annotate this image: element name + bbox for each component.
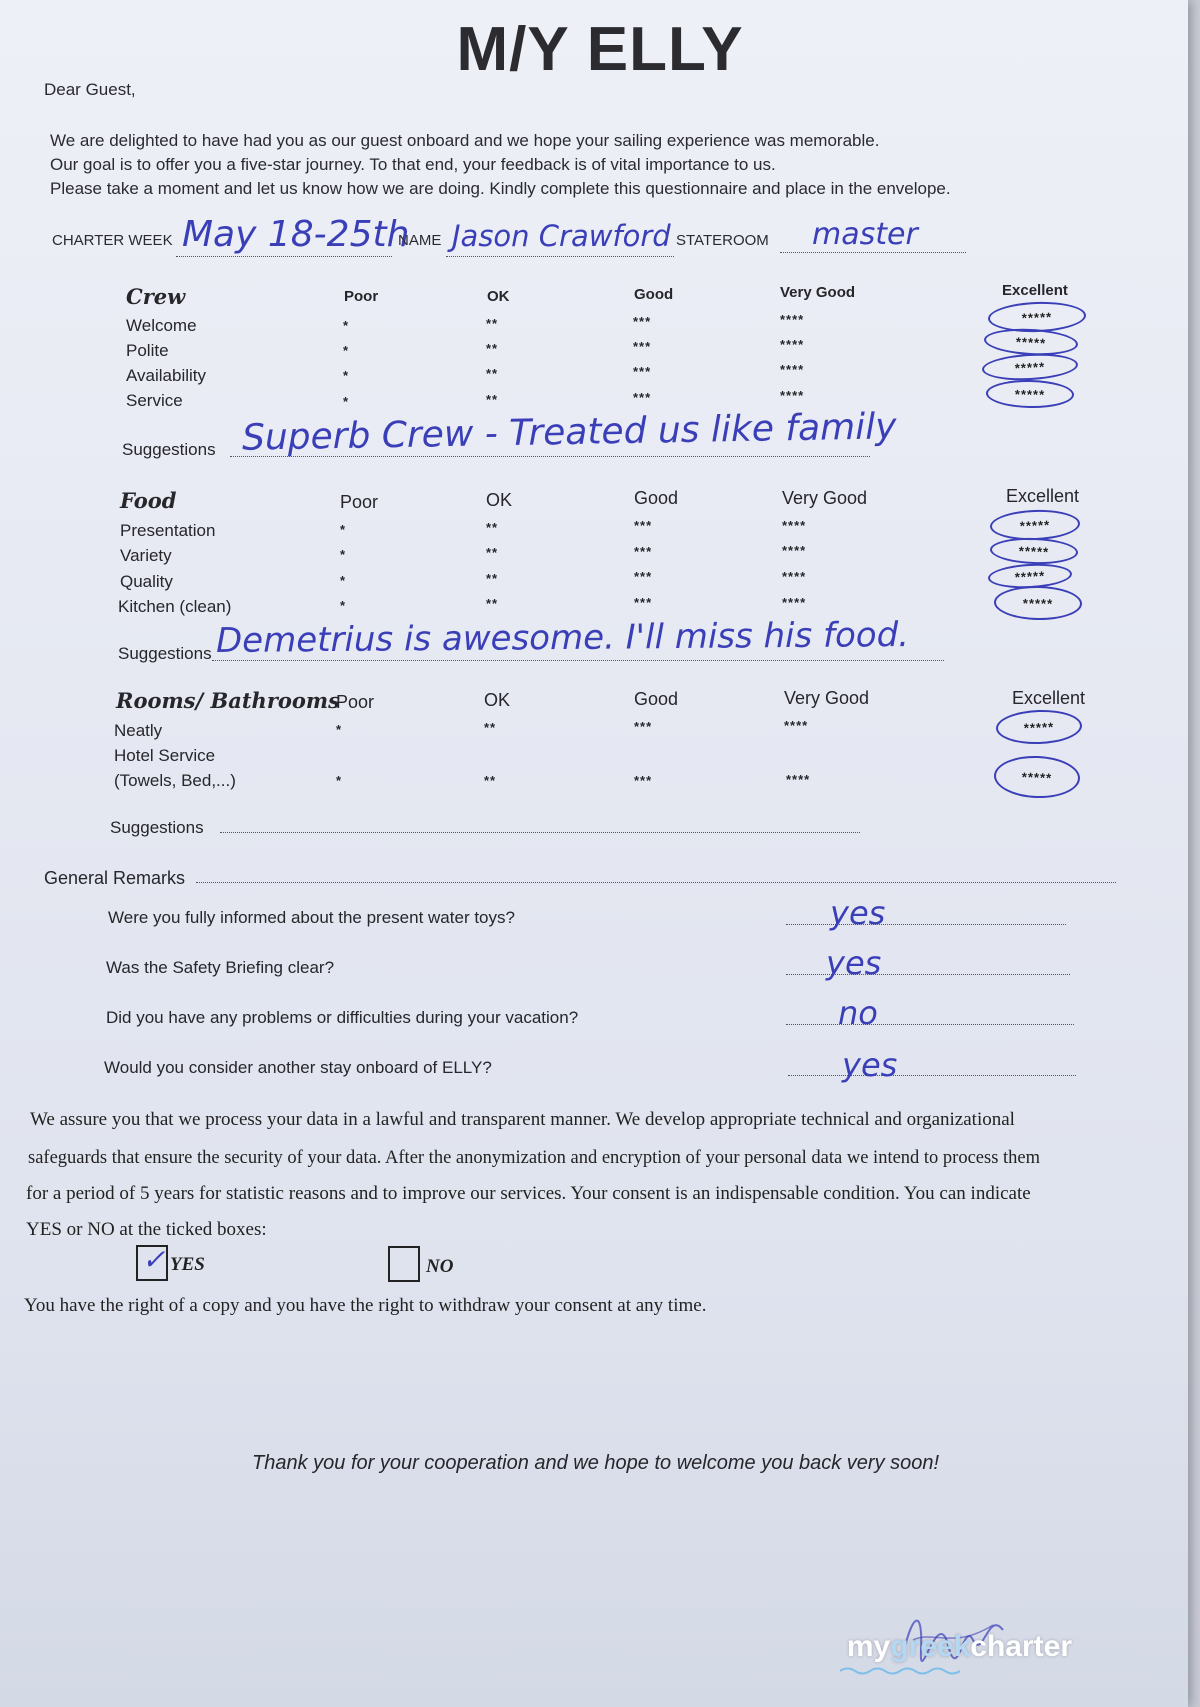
food-section-title: Food [120, 488, 177, 513]
food-header-ok: OK [486, 490, 513, 510]
consent-line-1: We assure you that we process your data in a lawful and transparent manner. We develop appropriate technical and organizational [30, 1109, 1015, 1130]
rooms-section-title: Rooms/ Bathrooms [116, 688, 340, 713]
rating-poor[interactable]: * [340, 522, 347, 537]
food-suggestions-line [212, 660, 944, 661]
crew-header-ok: OK [487, 288, 510, 305]
food-header-good: Good [634, 488, 679, 508]
food-item-kitchen-clean: Kitchen (clean) [118, 597, 232, 616]
crew-header-very-good: Very Good [780, 284, 856, 301]
rating-ok[interactable]: ** [486, 392, 499, 407]
logo-charter: charter [970, 1630, 1072, 1663]
answer-3[interactable]: no [838, 994, 878, 1032]
crew-suggestion-value[interactable]: Superb Crew - Treated us like family [241, 406, 897, 459]
rating-very-good[interactable]: **** [784, 718, 809, 733]
rating-very-good[interactable]: **** [780, 337, 805, 352]
question-3: Did you have any problems or difficulties during your vacation? [106, 1008, 579, 1027]
logo-my: my [846, 1630, 891, 1663]
rooms-item-neatly: Neatly [114, 721, 163, 740]
rating-good[interactable]: *** [634, 518, 653, 533]
stateroom-label: STATEROOM [676, 232, 769, 249]
crew-header-good: Good [634, 286, 674, 303]
crew-item-welcome: Welcome [126, 316, 197, 335]
answer-line-4 [788, 1075, 1076, 1076]
rating-very-good[interactable]: **** [780, 312, 805, 327]
crew-header-poor: Poor [344, 288, 379, 305]
rating-ok[interactable]: ** [484, 773, 497, 788]
food-suggestions-label: Suggestions [118, 644, 212, 663]
rating-ok[interactable]: ** [486, 520, 499, 535]
consent-line-2: safeguards that ensure the security of your data. After the anonymization and encryption of your personal data we intend to process them [28, 1148, 1041, 1168]
crew-item-polite: Polite [126, 341, 169, 360]
rooms-header-very-good: Very Good [784, 688, 870, 708]
rooms-item-towels-bed: (Towels, Bed,...) [114, 771, 236, 790]
answer-line-1 [786, 924, 1066, 925]
food-header-very-good: Very Good [782, 488, 868, 508]
consent-yes-checkbox[interactable] [136, 1245, 168, 1281]
rating-poor[interactable]: * [340, 573, 347, 588]
answer-1[interactable]: yes [830, 894, 886, 932]
rating-poor[interactable]: * [336, 722, 343, 737]
rating-good[interactable]: *** [633, 390, 652, 405]
rating-good[interactable]: *** [634, 569, 653, 584]
rating-ok[interactable]: ** [486, 596, 499, 611]
greeting: Dear Guest, [44, 80, 136, 99]
rating-ok[interactable]: ** [486, 571, 499, 586]
general-remarks-label: General Remarks [44, 868, 186, 888]
rating-excellent-selected[interactable]: ***** [990, 536, 1079, 565]
rating-good[interactable]: *** [634, 544, 653, 559]
intro-line-2: Our goal is to offer you a five-star journey. To that end, your feedback is of vital importance to us. [50, 155, 776, 174]
rooms-suggestions-line [220, 832, 860, 833]
rating-good[interactable]: *** [634, 595, 653, 610]
rating-excellent-selected[interactable]: ***** [988, 300, 1087, 333]
rating-poor[interactable]: * [343, 343, 350, 358]
food-item-presentation: Presentation [120, 521, 216, 540]
rating-very-good[interactable]: **** [780, 388, 805, 403]
rating-poor[interactable]: * [343, 318, 350, 333]
rating-excellent-selected[interactable]: ***** [987, 562, 1072, 590]
rating-very-good[interactable]: **** [780, 362, 805, 377]
food-header-poor: Poor [340, 492, 379, 512]
rooms-suggestions-label: Suggestions [110, 818, 204, 837]
rating-good[interactable]: *** [633, 314, 652, 329]
rights-text: You have the right of a copy and you have the right to withdraw your consent at any time. [24, 1295, 707, 1316]
consent-line-4: YES or NO at the ticked boxes: [26, 1219, 267, 1240]
rating-ok[interactable]: ** [484, 720, 497, 735]
consent-no-label: NO [426, 1256, 454, 1277]
food-suggestion-value[interactable]: Demetrius is awesome. I'll miss his food. [215, 614, 910, 662]
intro-line-1: We are delighted to have had you as our guest onboard and we hope your sailing experience was memorable. [50, 131, 880, 150]
name-value[interactable]: Jason Crawford [452, 219, 671, 253]
crew-item-service: Service [126, 391, 183, 410]
stateroom-value[interactable]: master [812, 217, 918, 252]
rating-excellent-selected[interactable]: ***** [986, 379, 1074, 409]
rating-good[interactable]: *** [634, 773, 653, 788]
rating-poor[interactable]: * [343, 394, 350, 409]
rooms-header-poor: Poor [336, 692, 375, 712]
question-4: Would you consider another stay onboard of ELLY? [104, 1058, 492, 1077]
question-1: Were you fully informed about the present water toys? [108, 908, 515, 927]
rating-very-good[interactable]: **** [782, 518, 807, 533]
rating-very-good[interactable]: **** [786, 772, 811, 787]
rating-excellent-selected[interactable]: ***** [990, 508, 1081, 541]
rating-excellent-selected[interactable]: ***** [994, 585, 1083, 621]
rating-very-good[interactable]: **** [782, 595, 807, 610]
crew-item-availability: Availability [126, 366, 207, 385]
rooms-header-ok: OK [484, 690, 511, 710]
answer-line-3 [786, 1024, 1074, 1025]
name-line [446, 256, 674, 257]
rating-excellent-selected[interactable]: ***** [983, 327, 1078, 358]
consent-yes-label: YES [170, 1254, 205, 1275]
rating-excellent-selected[interactable]: ***** [995, 709, 1082, 746]
rooms-header-good: Good [634, 689, 679, 709]
rating-poor[interactable]: * [336, 773, 343, 788]
consent-no-checkbox[interactable] [388, 1246, 420, 1282]
charter-week-value[interactable]: May 18-25th [182, 214, 410, 255]
stateroom-line [780, 252, 966, 253]
logo-greek: greek [890, 1630, 971, 1663]
charter-week-label: CHARTER WEEK [52, 232, 173, 249]
consent-line-3: for a period of 5 years for statistic reasons and to improve our services. Your consent is an indispensable condition. You can indicate [26, 1183, 1031, 1204]
crew-section-title: Crew [126, 284, 186, 309]
crew-header-excellent: Excellent [1002, 282, 1068, 299]
rating-very-good[interactable]: **** [782, 569, 807, 584]
form-title: M/Y ELLY [456, 15, 744, 84]
rating-good[interactable]: *** [634, 719, 653, 734]
rating-ok[interactable]: ** [486, 366, 499, 381]
rating-very-good[interactable]: **** [782, 543, 807, 558]
rating-poor[interactable]: * [340, 547, 347, 562]
rating-excellent-selected[interactable]: ***** [993, 755, 1080, 800]
rating-ok[interactable]: ** [486, 545, 499, 560]
rating-good[interactable]: *** [633, 364, 652, 379]
food-header-excellent: Excellent [1006, 486, 1080, 506]
rooms-item-hotel-service: Hotel Service [114, 746, 216, 765]
food-item-variety: Variety [120, 546, 172, 565]
rating-ok[interactable]: ** [486, 341, 499, 356]
name-label: NAME [398, 232, 442, 249]
rating-good[interactable]: *** [633, 339, 652, 354]
intro-line-3: Please take a moment and let us know how we are doing. Kindly complete this questionnaire and place in the envelope. [50, 179, 951, 198]
rooms-header-excellent: Excellent [1012, 688, 1086, 708]
question-2: Was the Safety Briefing clear? [106, 958, 335, 977]
charter-week-line [176, 256, 392, 257]
answer-2[interactable]: yes [826, 944, 882, 982]
answer-4[interactable]: yes [842, 1046, 898, 1084]
general-remarks-line [196, 882, 1116, 883]
check-mark-icon: ✓ [142, 1244, 166, 1275]
closing-text: Thank you for your cooperation and we hope to welcome you back very soon! [252, 1452, 940, 1474]
rating-poor[interactable]: * [343, 368, 350, 383]
rating-ok[interactable]: ** [486, 316, 499, 331]
food-item-quality: Quality [120, 572, 173, 591]
mygreekcharter-logo [847, 1630, 1072, 1664]
rating-excellent-selected[interactable]: ***** [981, 352, 1078, 383]
logo-waves-icon [840, 1666, 960, 1676]
rating-poor[interactable]: * [340, 598, 347, 613]
crew-suggestions-label: Suggestions [122, 440, 216, 459]
